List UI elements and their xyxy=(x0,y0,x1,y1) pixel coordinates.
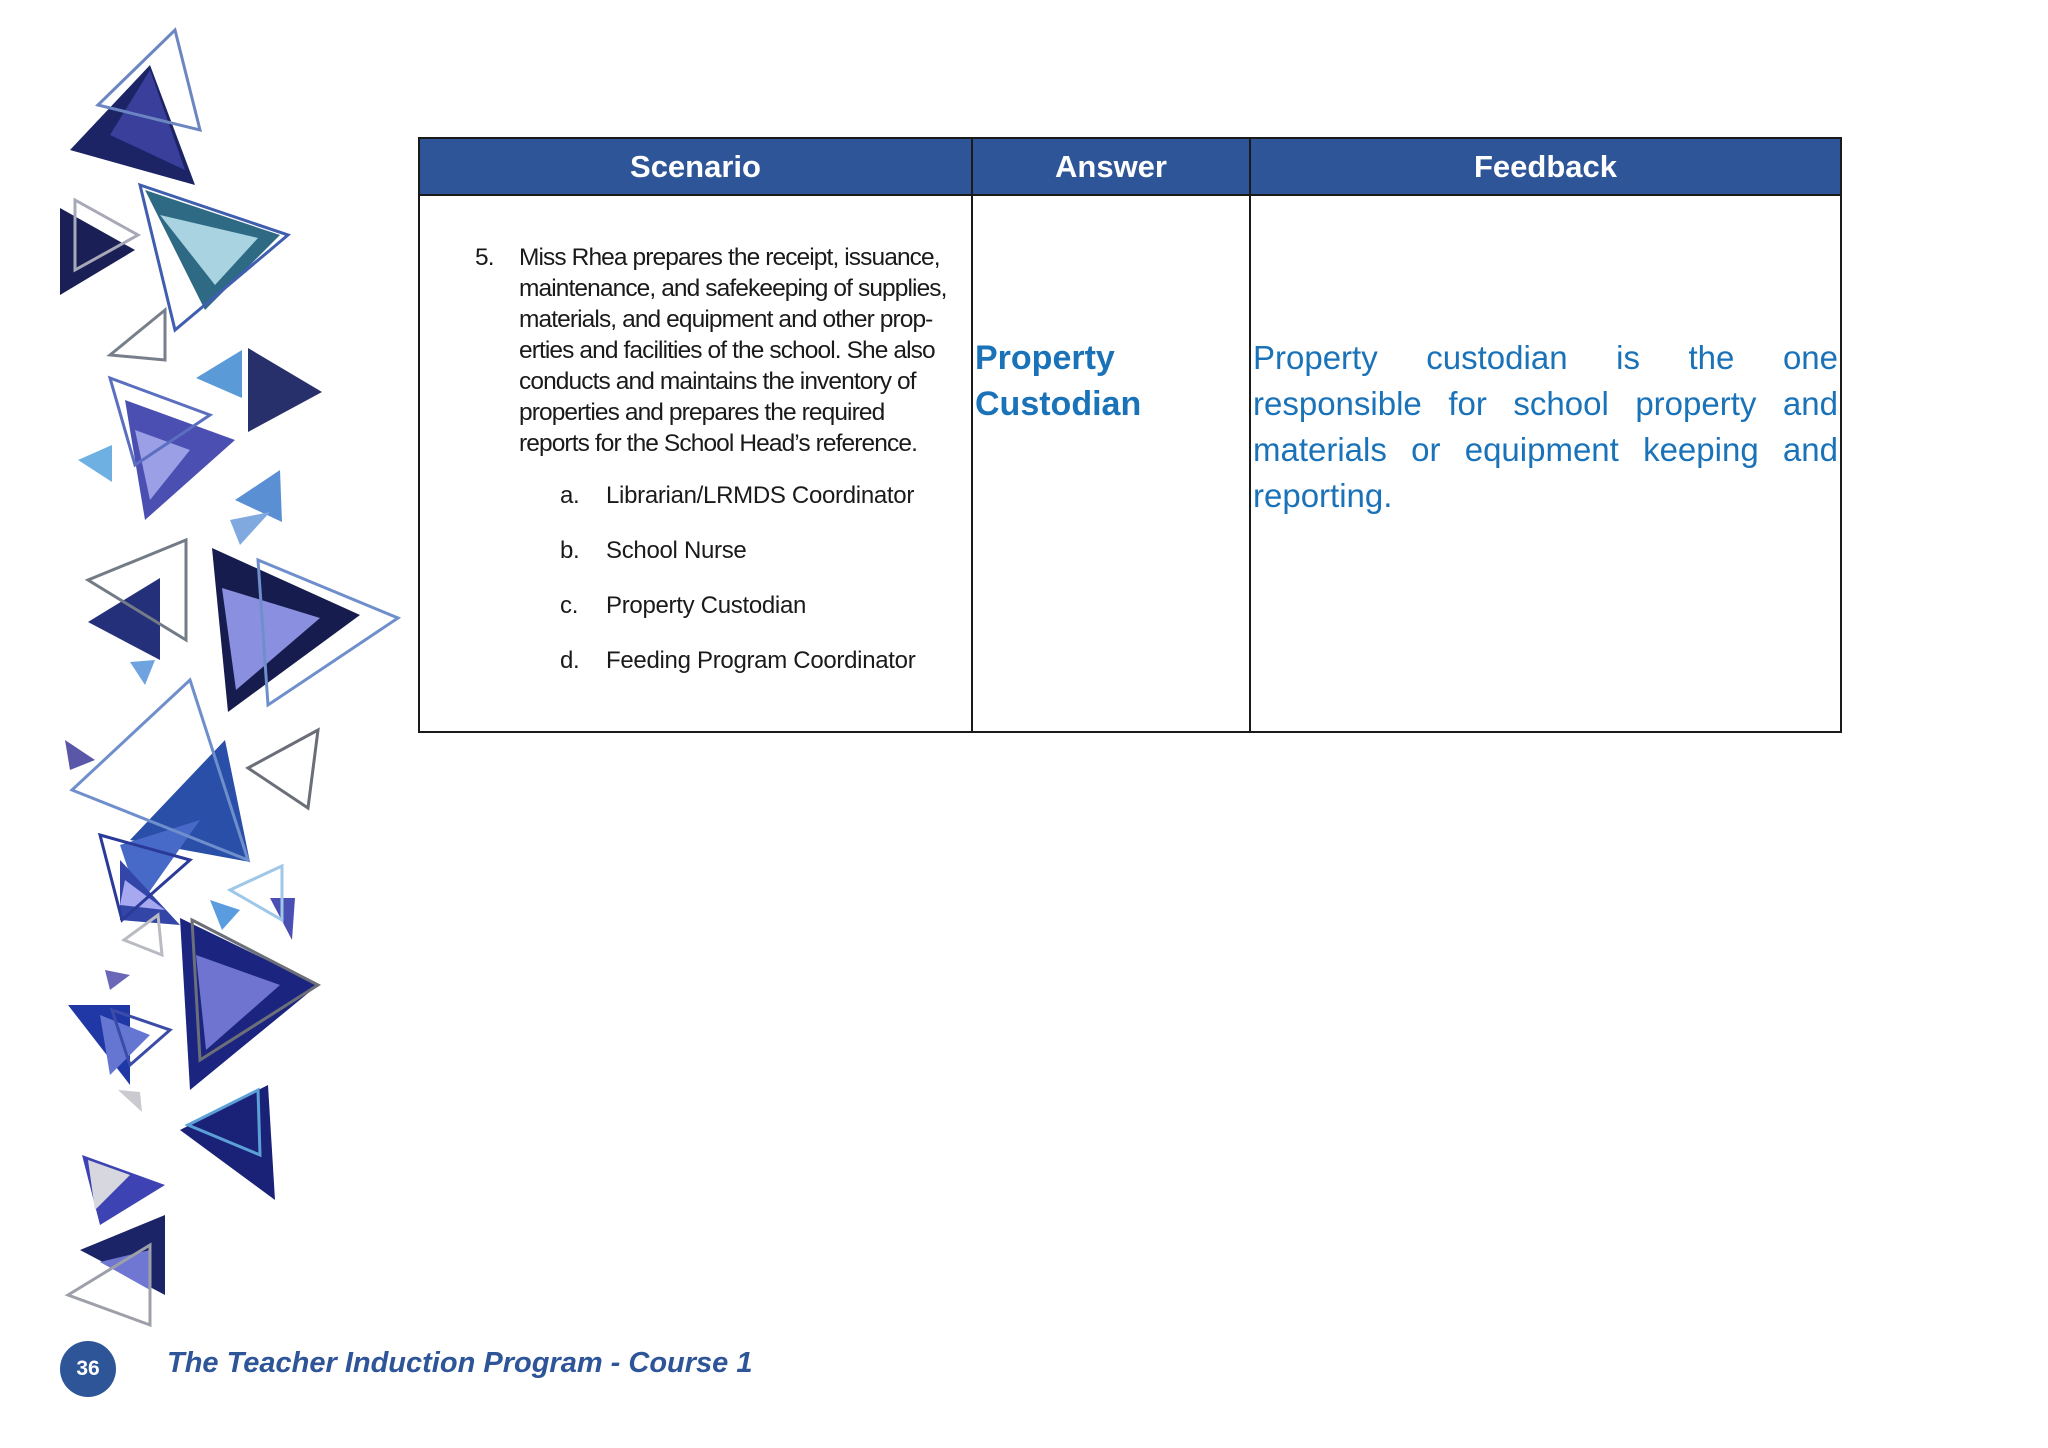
choice-letter: a. xyxy=(560,482,580,509)
feedback-cell xyxy=(1250,195,1841,732)
choice-item xyxy=(560,591,971,646)
choice-letter: b. xyxy=(560,537,580,564)
table-header-row xyxy=(419,138,1841,195)
feedback-text: Property custodian is the one responsible for school property and materials or equipment keeping and reporting. xyxy=(1253,339,1838,514)
choice-item xyxy=(560,481,971,536)
choice-list xyxy=(560,481,971,701)
decorative-triangles xyxy=(0,0,420,1340)
choice-letter: d. xyxy=(560,647,580,674)
choice-text: Property Custodian xyxy=(606,592,807,619)
scenario-table xyxy=(418,137,1842,733)
choice-text: School Nurse xyxy=(606,537,747,564)
header-feedback: Feedback xyxy=(1250,138,1841,195)
answer-text: Property Custodian xyxy=(975,339,1142,423)
choice-text: Librarian/LRMDS Coordinator xyxy=(606,482,915,509)
choice-item xyxy=(560,646,971,701)
choice-text: Feeding Program Coordinator xyxy=(606,647,916,674)
header-scenario: Scenario xyxy=(419,138,972,195)
choice-letter: c. xyxy=(560,592,579,619)
scenario-question xyxy=(475,242,955,459)
header-answer: Answer xyxy=(972,138,1250,195)
question-text: Miss Rhea prepares the receipt, issuance, maintenance, and safekeeping of supplies, materials, and equipment and other prop- erties and facilities of the school. She also conducts and maintains the inventory of properties and prepares the required reports for the School Head’s reference. xyxy=(519,244,947,457)
answer-cell xyxy=(972,195,1250,732)
choice-item xyxy=(560,536,971,591)
table-row xyxy=(419,195,1841,732)
question-number: 5. xyxy=(475,244,494,271)
footer-title: The Teacher Induction Program - Course 1 xyxy=(167,1347,753,1379)
scenario-cell xyxy=(419,195,972,732)
page-number-badge: 36 xyxy=(60,1341,116,1397)
